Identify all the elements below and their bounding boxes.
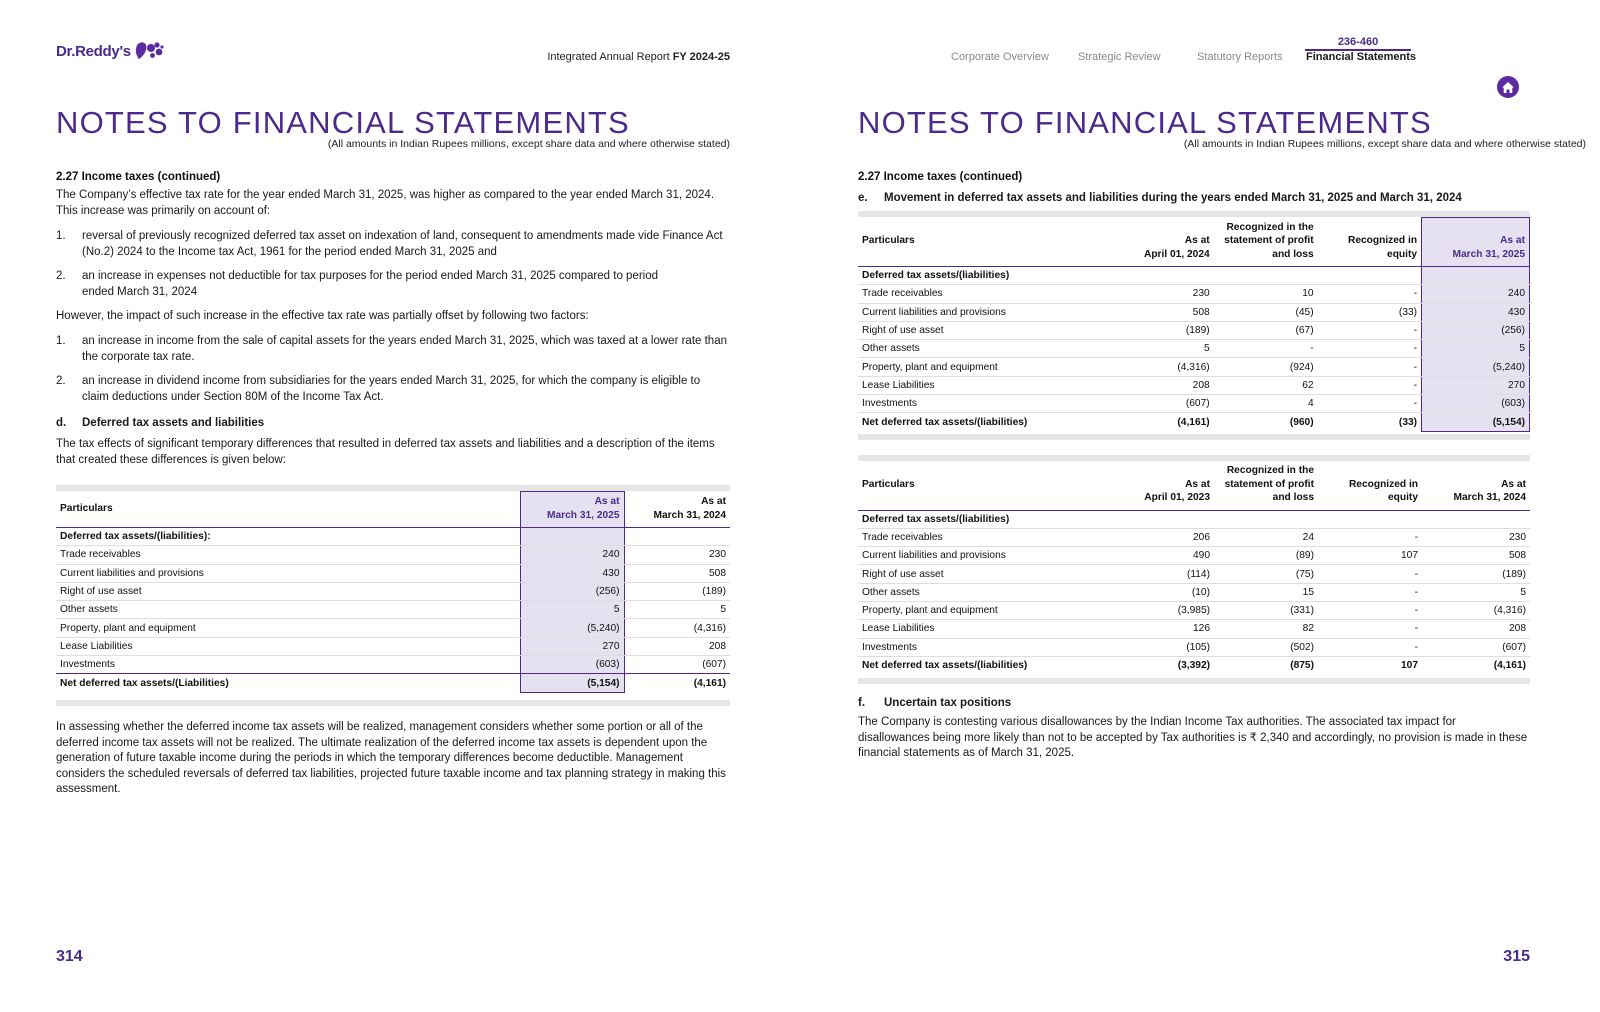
column-header: Recognized in the statement of profit and loss [1224,465,1314,503]
table-header-row [858,461,1530,510]
table-header-row [858,218,1530,267]
deferred-tax-table [56,491,730,693]
table-row: Trade receivables 206 24 - 230 [858,528,1530,546]
subsection-e-heading: e. Movement in deferred tax assets and liabilities during the years ended March 31, 2025 and March 31, 2024 [858,192,1462,204]
table-bottom-bar [858,434,1530,440]
intro-paragraph: The Company’s effective tax rate for the year ended March 31, 2025, was higher as compared to the year ended March 31, 2024. This increase was primarily on account of: [56,189,715,217]
assessment-paragraph: In assessing whether the deferred income tax assets will be realized, management considers whether some portion or all of the deferred income tax assets will not be realized. The ultimate realization of the deferred income tax assets is dependent upon the generation of future taxable income during the periods in which the temporary differences become deductible. Management considers the scheduled reversals of deferred tax liabilities, projected future taxable income and tax planning strategy in making this assessment. [56,721,726,795]
home-icon [1501,81,1515,94]
page-number: 315 [1503,948,1530,965]
column-header: As at March 31, 2025 [520,492,624,528]
table-row: Investments (603) (607) [56,656,730,674]
column-header: Particulars [862,235,915,246]
home-button[interactable] [1497,76,1519,98]
column-header: As at March 31, 2024 [1453,478,1526,503]
column-header: Particulars [60,502,113,514]
offset-paragraph: However, the impact of such increase in the effective tax rate was partially offset by following two factors: [56,310,589,322]
movement-table-2025 [858,217,1530,432]
page-title: NOTES TO FINANCIAL STATEMENTS [858,105,1432,140]
table-row: Investments (607) 4 - (603) [858,395,1530,413]
table-row: Trade receivables 230 10 - 240 [858,285,1530,303]
column-header: As at April 01, 2024 [1143,235,1210,260]
table-header-row [56,492,730,528]
column-header: Recognized in the statement of profit and loss [1224,221,1314,260]
list-item: 2. an increase in dividend income from subsidiaries for the years ended March 31, 2025, for which the company is eligible to claim deductions under Section 80M of the Income Tax Act. [56,375,701,403]
table-total-row: Net deferred tax assets/(liabilities) (3,392) (875) 107 (4,161) [862,660,1526,672]
page-subtitle: (All amounts in Indian Rupees millions, except share data and where otherwise stated) [327,138,730,150]
section-heading: 2.27 Income taxes (continued) [858,171,1023,183]
table-row: Current liabilities and provisions 508 (45) (33) 430 [858,303,1530,321]
subsection-d-heading: d. Deferred tax assets and liabilities [56,417,265,429]
page-title: NOTES TO FINANCIAL STATEMENTS [56,105,630,140]
table-row: Trade receivables 240 230 [56,546,730,564]
table-row: Investments (105) (502) - (607) [858,638,1530,656]
table-bottom-bar [858,678,1530,684]
nav-strategic-review[interactable]: Strategic Review [1078,51,1161,63]
nav-statutory-reports[interactable]: Statutory Reports [1197,51,1283,63]
table-group-row: Deferred tax assets/(liabilities) [858,510,1530,528]
table-row: Right of use asset (114) (75) - (189) [858,565,1530,583]
subsection-d-text: The tax effects of significant temporary differences that resulted in deferred tax assets and liabilities and a description of the items that created these differences is given below: [56,438,715,466]
list-item: 1. reversal of previously recognized deferred tax asset on indexation of land, consequent to amendments made vide Finance Act (No.2) 2024 to the Income tax Act, 1961 for the period ended March 31, 2025 and [56,230,723,258]
column-header: As at March 31, 2024 [653,496,726,521]
logo-icon [135,40,165,62]
column-header: Recognized in equity [1348,478,1418,503]
nav-corporate-overview[interactable]: Corporate Overview [951,51,1049,63]
section-heading: 2.27 Income taxes (continued) [56,171,221,183]
table-row: Property, plant and equipment (4,316) (924) - (5,240) [858,358,1530,376]
report-title: Integrated Annual Report FY 2024-25 [547,51,730,63]
page-subtitle: (All amounts in Indian Rupees millions, except share data and where otherwise stated) [1183,138,1586,150]
list-item: 2. an increase in expenses not deductible for tax purposes for the period ended March 31, 2025 compared to period ended March 31, 2024 [56,270,659,298]
table-row: Property, plant and equipment (3,985) (331) - (4,316) [858,601,1530,619]
table-row: Property, plant and equipment (5,240) (4,316) [56,619,730,637]
table-row: Other assets (10) 15 - 5 [858,583,1530,601]
movement-table-2024 [858,461,1530,675]
section-nav [800,36,1600,66]
table-row: Right of use asset (189) (67) - (256) [858,321,1530,339]
column-header: Recognized in equity [1347,235,1418,260]
table-total-row: Net deferred tax assets/(liabilities) (4,161) (960) (33) (5,154) [858,413,1530,431]
column-header: As at April 01, 2023 [1144,478,1210,503]
brand-name: Dr.Reddy's [56,42,131,60]
page-range: 236-460 [1305,36,1411,51]
nav-financial-statements[interactable]: Financial Statements [1306,51,1417,63]
table-row: Lease Liabilities 126 82 - 208 [858,620,1530,638]
column-header: Particulars [862,478,915,490]
column-header: As at March 31, 2025 [1422,218,1530,267]
page-number: 314 [56,948,83,965]
table-row: Lease Liabilities 208 62 - 270 [858,376,1530,394]
brand-logo[interactable] [56,40,165,62]
table-bottom-bar [56,700,730,706]
table-group-row: Deferred tax assets/(liabilities): [56,528,730,546]
table-row: Right of use asset (256) (189) [56,582,730,600]
table-row: Current liabilities and provisions 430 508 [56,564,730,582]
right-page [800,0,1600,1012]
table-row: Current liabilities and provisions 490 (89) 107 508 [858,547,1530,565]
subsection-f-heading: f. Uncertain tax positions [858,697,1012,709]
table-row: Other assets 5 5 [56,601,730,619]
subsection-f-text: The Company is contesting various disallowances by the Indian Income Tax authorities. The associated tax impact for disallowances being more likely than not to be accepted by Tax authorities is ₹ 2,340 and accordingly, no provision is made in these financial statements as of March 31, 2025. [858,716,1528,759]
table-group-row: Deferred tax assets/(liabilities) [858,267,1530,285]
list-item: 1. an increase in income from the sale of capital assets for the years ended March 31, 2025, which was taxed at a lower rate than the corporate tax rate. [56,335,727,363]
table-row: Other assets 5 - - 5 [858,340,1530,358]
table-row: Lease Liabilities 270 208 [56,637,730,655]
table-total-row: Net deferred tax assets/(Liabilities) (5,154) (4,161) [56,674,730,692]
